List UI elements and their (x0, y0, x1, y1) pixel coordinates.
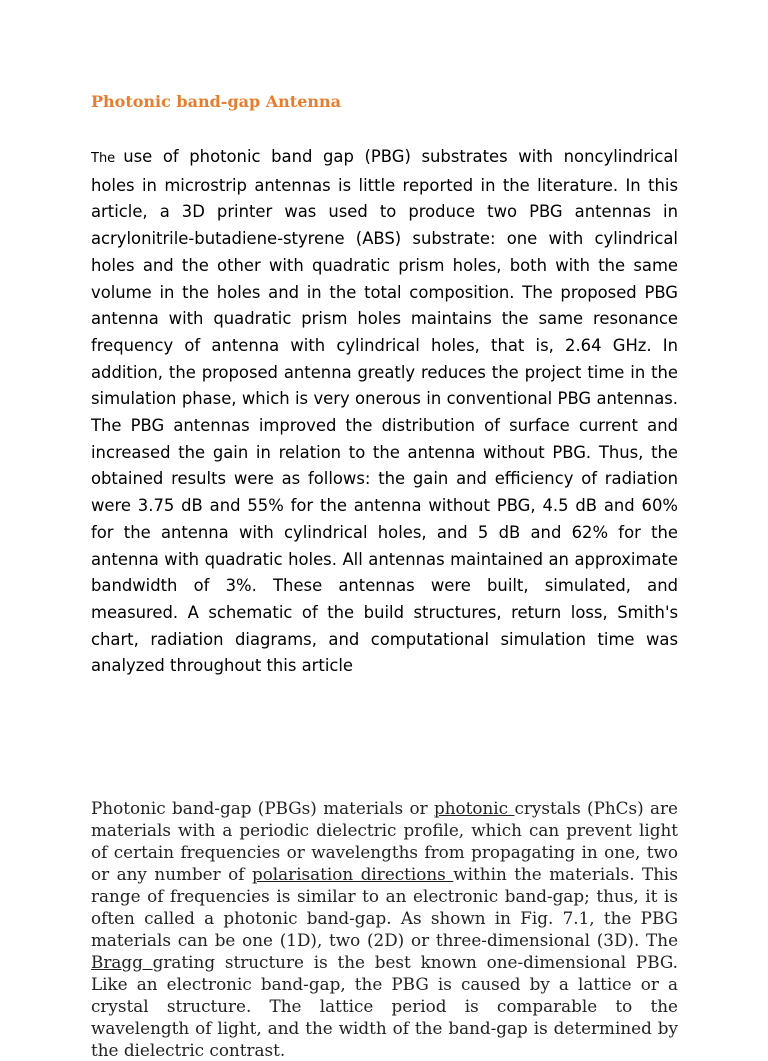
body-text-segment: within the materials. This range of frequencies is similar to an electronic band-gap; thus, it is often called a photonic band-gap. As shown in Fig. 7.1, the PBG materials can be one (1D), two (2D) or three-dimensional (3D). The (91, 864, 679, 950)
abstract-text: use of photonic band gap (PBG) substrates with noncylindrical holes in microstrip antennas is little reported in the literature. In this article, a 3D printer was used to produce two PBG antennas in acrylonitrile-butadiene-styrene (ABS) substrate: one with cylindrical holes and the other with quadratic prism holes, both with the same volume in the holes and in the total composition. The proposed PBG antenna with quadratic prism holes maintains the same resonance frequency of antenna with cylindrical holes, that is, 2.64 GHz. In addition, the proposed antenna greatly reduces the project time in the simulation phase, which is very onerous in conventional PBG antennas. The PBG antennas improved the distribution of surface current and increased the gain in relation to the antenna without PBG. Thus, the obtained results were as follows: the gain and efficiency of radiation were 3.75 dB and 55% for the antenna without PBG, 4.5 dB and 60% for the antenna with cylindrical holes, and 5 dB and 62% for the antenna with quadratic holes. All antennas maintained an approximate bandwidth of 3%. These antennas were built, simulated, and measured. A schematic of the build structures, return loss, Smith's chart, radiation diagrams, and computational simulation time was analyzed throughout this article (91, 147, 678, 676)
abstract-paragraph (91, 144, 678, 680)
body-paragraph (91, 797, 678, 1061)
polarisation-directions-link[interactable]: polarisation directions (251, 864, 454, 884)
body-text-segment: Photonic band-gap (PBGs) materials or (91, 798, 434, 818)
bragg-link[interactable]: Bragg (91, 952, 153, 972)
document-title: Photonic band-gap Antenna (91, 92, 341, 111)
abstract-lead-word: The (91, 151, 116, 166)
body-text-segment: crystals (PhCs) are materials with a periodic dielectric profile, which can prevent light of certain frequencies or wavelengths from propagating in one, two or any number of (91, 798, 678, 884)
body-text-segment: grating structure is the best known one-dimensional PBG. Like an electronic band-gap, the PBG is caused by a lattice or a crystal structure. The lattice period is comparable to the wavelength of light, and the width of the band-gap is determined by the dielectric contrast. (91, 952, 678, 1060)
photonic-link[interactable]: photonic (434, 798, 515, 818)
